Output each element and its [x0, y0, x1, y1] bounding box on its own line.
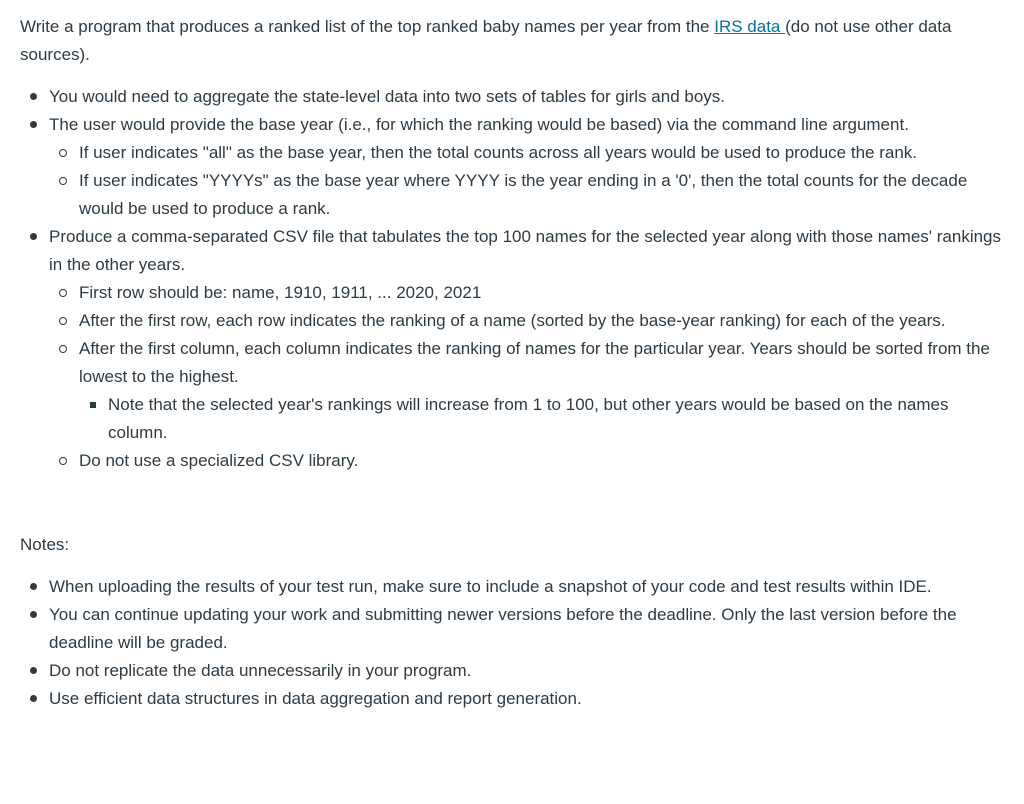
- notes-item: When uploading the results of your test run, make sure to include a snapshot of your code and test results within IDE.: [20, 573, 1010, 601]
- sub-list: [49, 279, 1010, 475]
- notes-item: Do not replicate the data unnecessarily in your program.: [20, 657, 1010, 685]
- sub-list-item: If user indicates "YYYYs" as the base year where YYYY is the year ending in a '0', then the total counts for the decade would be used to produce a rank.: [49, 167, 1010, 223]
- list-item: You would need to aggregate the state-level data into two sets of tables for girls and boys.: [20, 83, 1010, 111]
- sub-list-item: If user indicates "all" as the base year, then the total counts across all years would be used to produce the rank.: [49, 139, 1010, 167]
- sub-list-item: After the first column, each column indicates the ranking of names for the particular year. Years should be sorted from the lowest to the highest. Note that the selected year's rankings will increase from 1 to 100, but other years would be based on the names column.: [49, 335, 1010, 447]
- irs-data-link[interactable]: IRS data: [714, 17, 786, 36]
- sub-sub-list: [79, 391, 1010, 447]
- notes-item: You can continue updating your work and submitting newer versions before the deadline. Only the last version before the deadline will be graded.: [20, 601, 1010, 657]
- list-item: The user would provide the base year (i.e., for which the ranking would be based) via the command line argument. If user indicates "all" as the base year, then the total counts across all years would be used to produce the rank. If user indicates "YYYYs" as the base year where YYYY is the year ending in a '0', then the total counts for the decade would be used to produce a rank.: [20, 111, 1010, 223]
- requirements-list: [20, 83, 1010, 475]
- sub-sub-list-item: Note that the selected year's rankings will increase from 1 to 100, but other years would be based on the names column.: [79, 391, 1010, 447]
- intro-paragraph: [20, 13, 1010, 69]
- assignment-content: [20, 13, 1010, 713]
- notes-list: [20, 573, 1010, 713]
- notes-item: Use efficient data structures in data aggregation and report generation.: [20, 685, 1010, 713]
- intro-text: Write a program that produces a ranked list of the top ranked baby names per year from the: [20, 17, 715, 36]
- sub-list-item: After the first row, each row indicates the ranking of a name (sorted by the base-year ranking) for each of the years.: [49, 307, 1010, 335]
- sub-list-item: First row should be: name, 1910, 1911, ... 2020, 2021: [49, 279, 1010, 307]
- notes-heading: Notes:: [20, 535, 70, 554]
- sub-list: [49, 139, 1010, 223]
- list-item: Produce a comma-separated CSV file that tabulates the top 100 names for the selected year along with those names' rankings in the other years. First row should be: name, 1910, 1911, ... 2020, 2021 After the first row, each row indicates the ranking of a name (sorted by the base-year ranking) for each of the years. After the first column, each column indicates the ranking of names for the particular year. Years should be sorted from the lowest to the highest. Note that the selected year's rankings will increase from 1 to 100, but other years would be based on the names column. Do not use a specialized CSV library.: [20, 223, 1010, 475]
- sub-list-item: Do not use a specialized CSV library.: [49, 447, 1010, 475]
- intro-text-end: (do not use other data sources).: [20, 17, 952, 64]
